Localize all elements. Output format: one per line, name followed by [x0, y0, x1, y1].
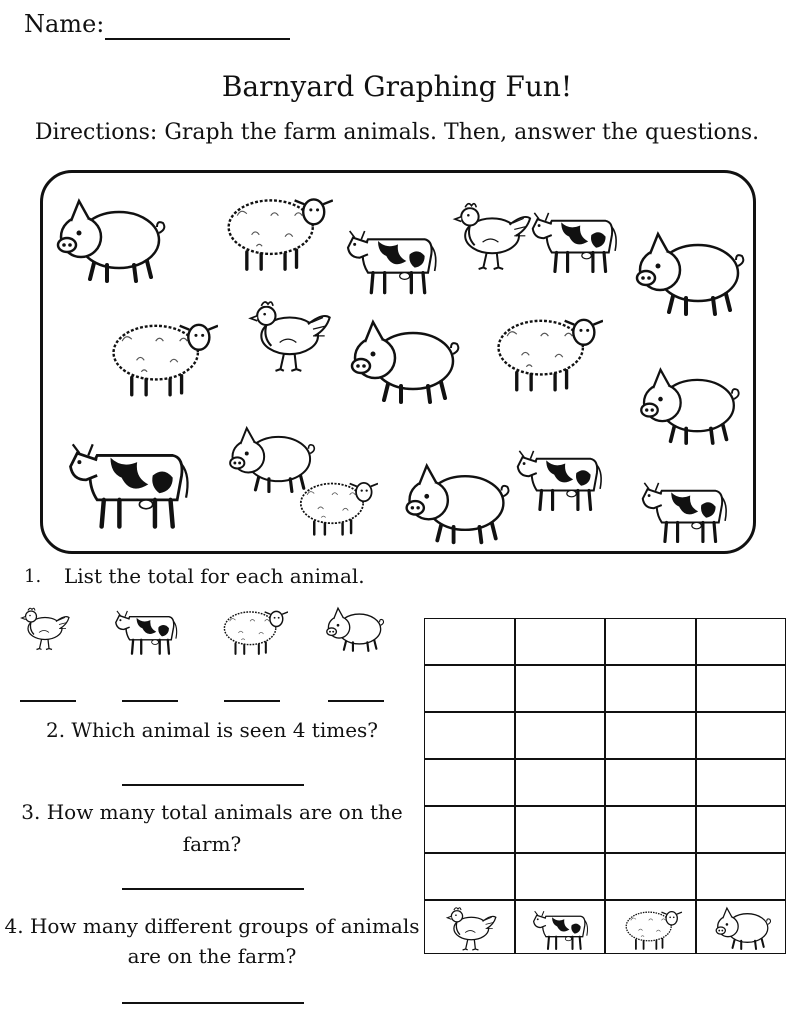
pig-answer-line[interactable] — [328, 700, 384, 702]
graph-label-cell — [605, 900, 696, 954]
question-3-answer-line[interactable] — [122, 888, 304, 890]
question-1-number: 1. — [24, 566, 42, 587]
graph-cell[interactable] — [696, 665, 787, 712]
graph-cell[interactable] — [515, 712, 606, 759]
question-4-text-line-1: 4. How many different groups of animals — [4, 914, 420, 938]
sheep-icon — [293, 473, 378, 538]
cow-icon — [513, 441, 608, 513]
question-4-answer-line[interactable] — [122, 1002, 304, 1004]
cow-icon — [63, 431, 198, 531]
graph-cell[interactable] — [696, 712, 787, 759]
graph-label-cell — [696, 900, 787, 954]
cow-icon — [343, 221, 443, 296]
graph-cell[interactable] — [424, 712, 515, 759]
sheep-icon — [488, 303, 603, 398]
question-4-text-line-2: are on the farm? — [127, 944, 297, 968]
graph-cell[interactable] — [424, 853, 515, 900]
graph-cell[interactable] — [424, 759, 515, 806]
pig-icon — [398, 458, 513, 548]
graph-cell[interactable] — [696, 853, 787, 900]
graph-cell[interactable] — [424, 806, 515, 853]
pig-icon — [628, 228, 748, 318]
bar-graph-grid — [424, 618, 786, 954]
cow-answer-line[interactable] — [122, 700, 178, 702]
graph-label-cell — [424, 900, 515, 954]
graph-cell[interactable] — [605, 665, 696, 712]
graph-cell[interactable] — [515, 806, 606, 853]
pig-icon — [322, 604, 386, 654]
graph-cell[interactable] — [515, 853, 606, 900]
pig-icon — [49, 195, 169, 285]
question-3-text-line-1: 3. How many total animals are on the — [21, 800, 403, 824]
graph-cell[interactable] — [605, 853, 696, 900]
name-line[interactable] — [105, 38, 290, 40]
question-2-answer-line[interactable] — [122, 784, 304, 786]
sheep-answer-line[interactable] — [224, 700, 280, 702]
graph-label-cell — [515, 900, 606, 954]
graph-cell[interactable] — [696, 759, 787, 806]
farm-scene-box — [40, 170, 756, 554]
pig-icon — [343, 313, 463, 409]
sheep-icon — [218, 602, 288, 658]
graph-cell[interactable] — [424, 665, 515, 712]
pig-icon — [633, 363, 743, 448]
cow-icon — [528, 203, 623, 275]
graph-cell[interactable] — [696, 618, 787, 665]
graph-cell[interactable] — [424, 618, 515, 665]
graph-cell[interactable] — [515, 759, 606, 806]
graph-cell[interactable] — [605, 618, 696, 665]
chicken-icon — [443, 195, 538, 275]
sheep-icon — [103, 308, 218, 403]
graph-cell[interactable] — [605, 806, 696, 853]
cow-icon — [108, 604, 186, 656]
chicken-answer-line[interactable] — [20, 700, 76, 702]
cow-icon — [527, 905, 596, 951]
sheep-icon — [617, 905, 686, 951]
question-2-text: 2. Which animal is seen 4 times? — [45, 718, 379, 742]
pig-icon — [708, 905, 777, 951]
chicken-icon — [436, 905, 505, 951]
chicken-icon — [14, 602, 74, 654]
question-3-text-line-2: farm? — [182, 832, 242, 856]
graph-cell[interactable] — [696, 806, 787, 853]
name-label: Name: — [24, 10, 105, 38]
cow-icon — [638, 473, 733, 545]
directions-text: Directions: Graph the farm animals. Then, answer the questions. — [34, 120, 760, 145]
page-title: Barnyard Graphing Fun! — [221, 70, 573, 103]
chicken-icon — [238, 291, 338, 379]
graph-cell[interactable] — [605, 712, 696, 759]
sheep-icon — [218, 187, 333, 273]
question-1-text: List the total for each animal. — [64, 564, 365, 588]
graph-cell[interactable] — [515, 665, 606, 712]
graph-cell[interactable] — [515, 618, 606, 665]
graph-cell[interactable] — [605, 759, 696, 806]
